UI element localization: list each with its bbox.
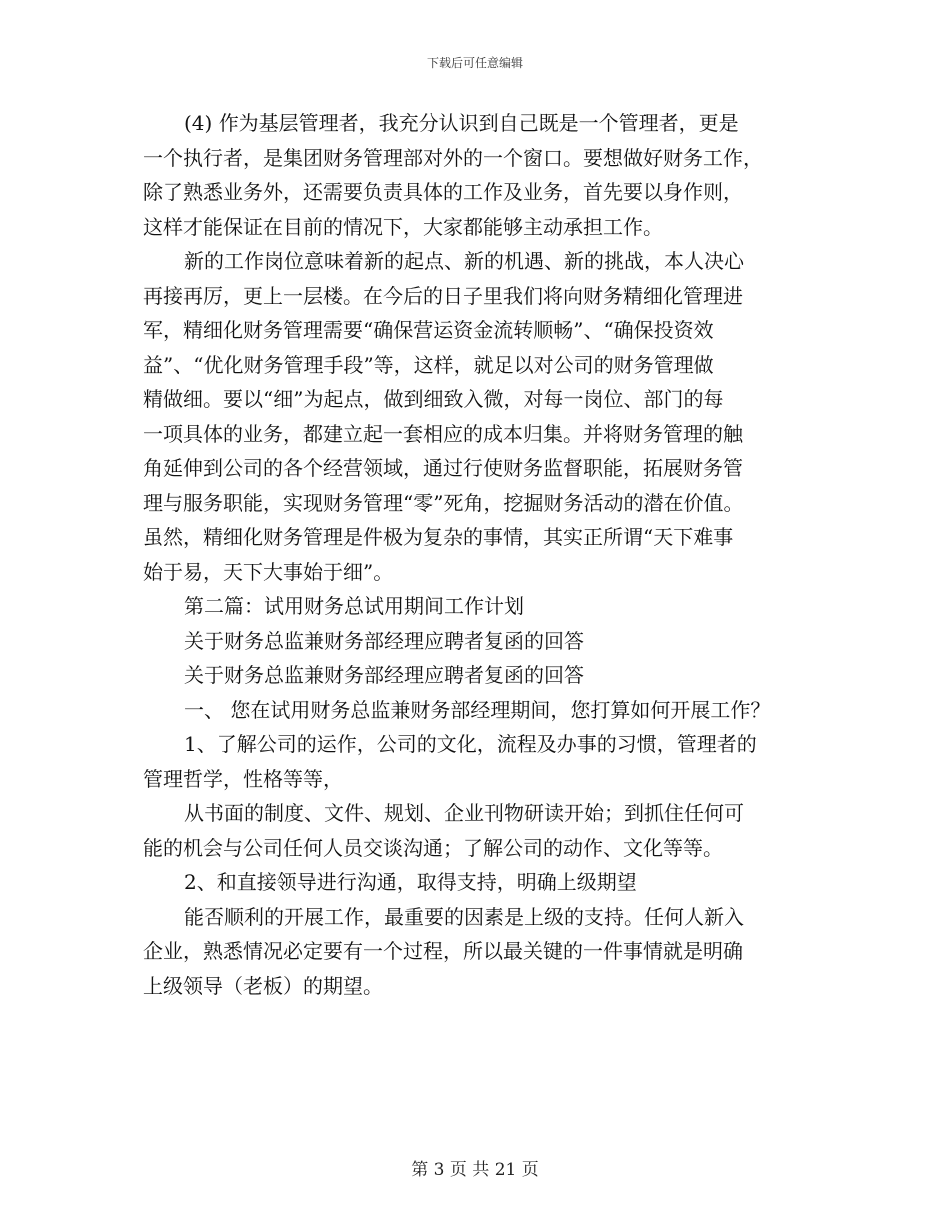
text-line: 一个执行者，是集团财务管理部对外的一个窗口。要想做好财务工作， (143, 145, 763, 170)
text-line: 理与服务职能，实现财务管理“零”死角，挖掘财务活动的潜在价值。 (143, 490, 744, 515)
text-line: 益”、“优化财务管理手段”等，这样，就足以对公司的财务管理做 (143, 352, 714, 377)
page-header: 下载后可任意编辑 (426, 56, 523, 70)
text-line: 2、和直接领导进行沟通，取得支持，明确上级期望 (184, 870, 637, 894)
text-line: 从书面的制度、文件、规划、企业刊物研读开始；到抓住任何可 (184, 801, 744, 825)
text-line: 一、 您在试用财务总监兼财务部经理期间，您打算如何开展工作？ (184, 697, 771, 722)
text-line: 关于财务总监兼财务部经理应聘者复函的回答 (184, 628, 584, 653)
text-line: 上级领导（老板）的期望。 (143, 973, 383, 998)
document-body (143, 106, 808, 1003)
text-line: 军，精细化财务管理需要“确保营运资金流转顺畅”、“确保投资效 (143, 318, 714, 342)
text-line: 这样才能保证在目前的情况下，大家都能够主动承担工作。 (143, 214, 663, 239)
text-line: 关于财务总监兼财务部经理应聘者复函的回答 (184, 663, 584, 687)
text-line: 始于易，天下大事始于细”。 (143, 559, 394, 584)
text-line: 新的工作岗位意味着新的起点、新的机遇、新的挑战，本人决心 (184, 249, 744, 273)
text-line: 除了熟悉业务外，还需要负责具体的工作及业务，首先要以身作则， (143, 180, 743, 204)
text-line: 再接再厉，更上一层楼。在今后的日子里我们将向财务精细化管理进 (143, 283, 743, 308)
page-footer: 第 3 页 共 21 页 (411, 1160, 539, 1180)
text-line: 虽然，精细化财务管理是件极为复杂的事情，其实正所谓“天下难事 (143, 525, 734, 549)
text-line: 企业，熟悉情况必定要有一个过程，所以最关键的一件事情就是明确 (143, 939, 743, 963)
text-line: 能的机会与公司任何人员交谈沟通；了解公司的动作、文化等等。 (143, 835, 723, 860)
text-line: 能否顺利的开展工作，最重要的因素是上级的支持。任何人新入 (184, 904, 744, 929)
text-line: 第二篇：试用财务总试用期间工作计划 (184, 594, 524, 618)
text-line: 1、了解公司的运作，公司的文化，流程及办事的习惯，管理者的 (184, 732, 757, 756)
text-line: (4) 作为基层管理者，我充分认识到自己既是一个管理者，更是 (184, 111, 739, 135)
text-line: 管理哲学，性格等等， (143, 766, 343, 791)
text-line: 精做细。要以“细”为起点，做到细致入微，对每一岗位、部门的每 (143, 387, 724, 411)
text-line: 角延伸到公司的各个经营领域，通过行使财务监督职能，拓展财务管 (143, 456, 743, 480)
text-line: 一项具体的业务，都建立起一套相应的成本归集。并将财务管理的触 (143, 421, 743, 446)
